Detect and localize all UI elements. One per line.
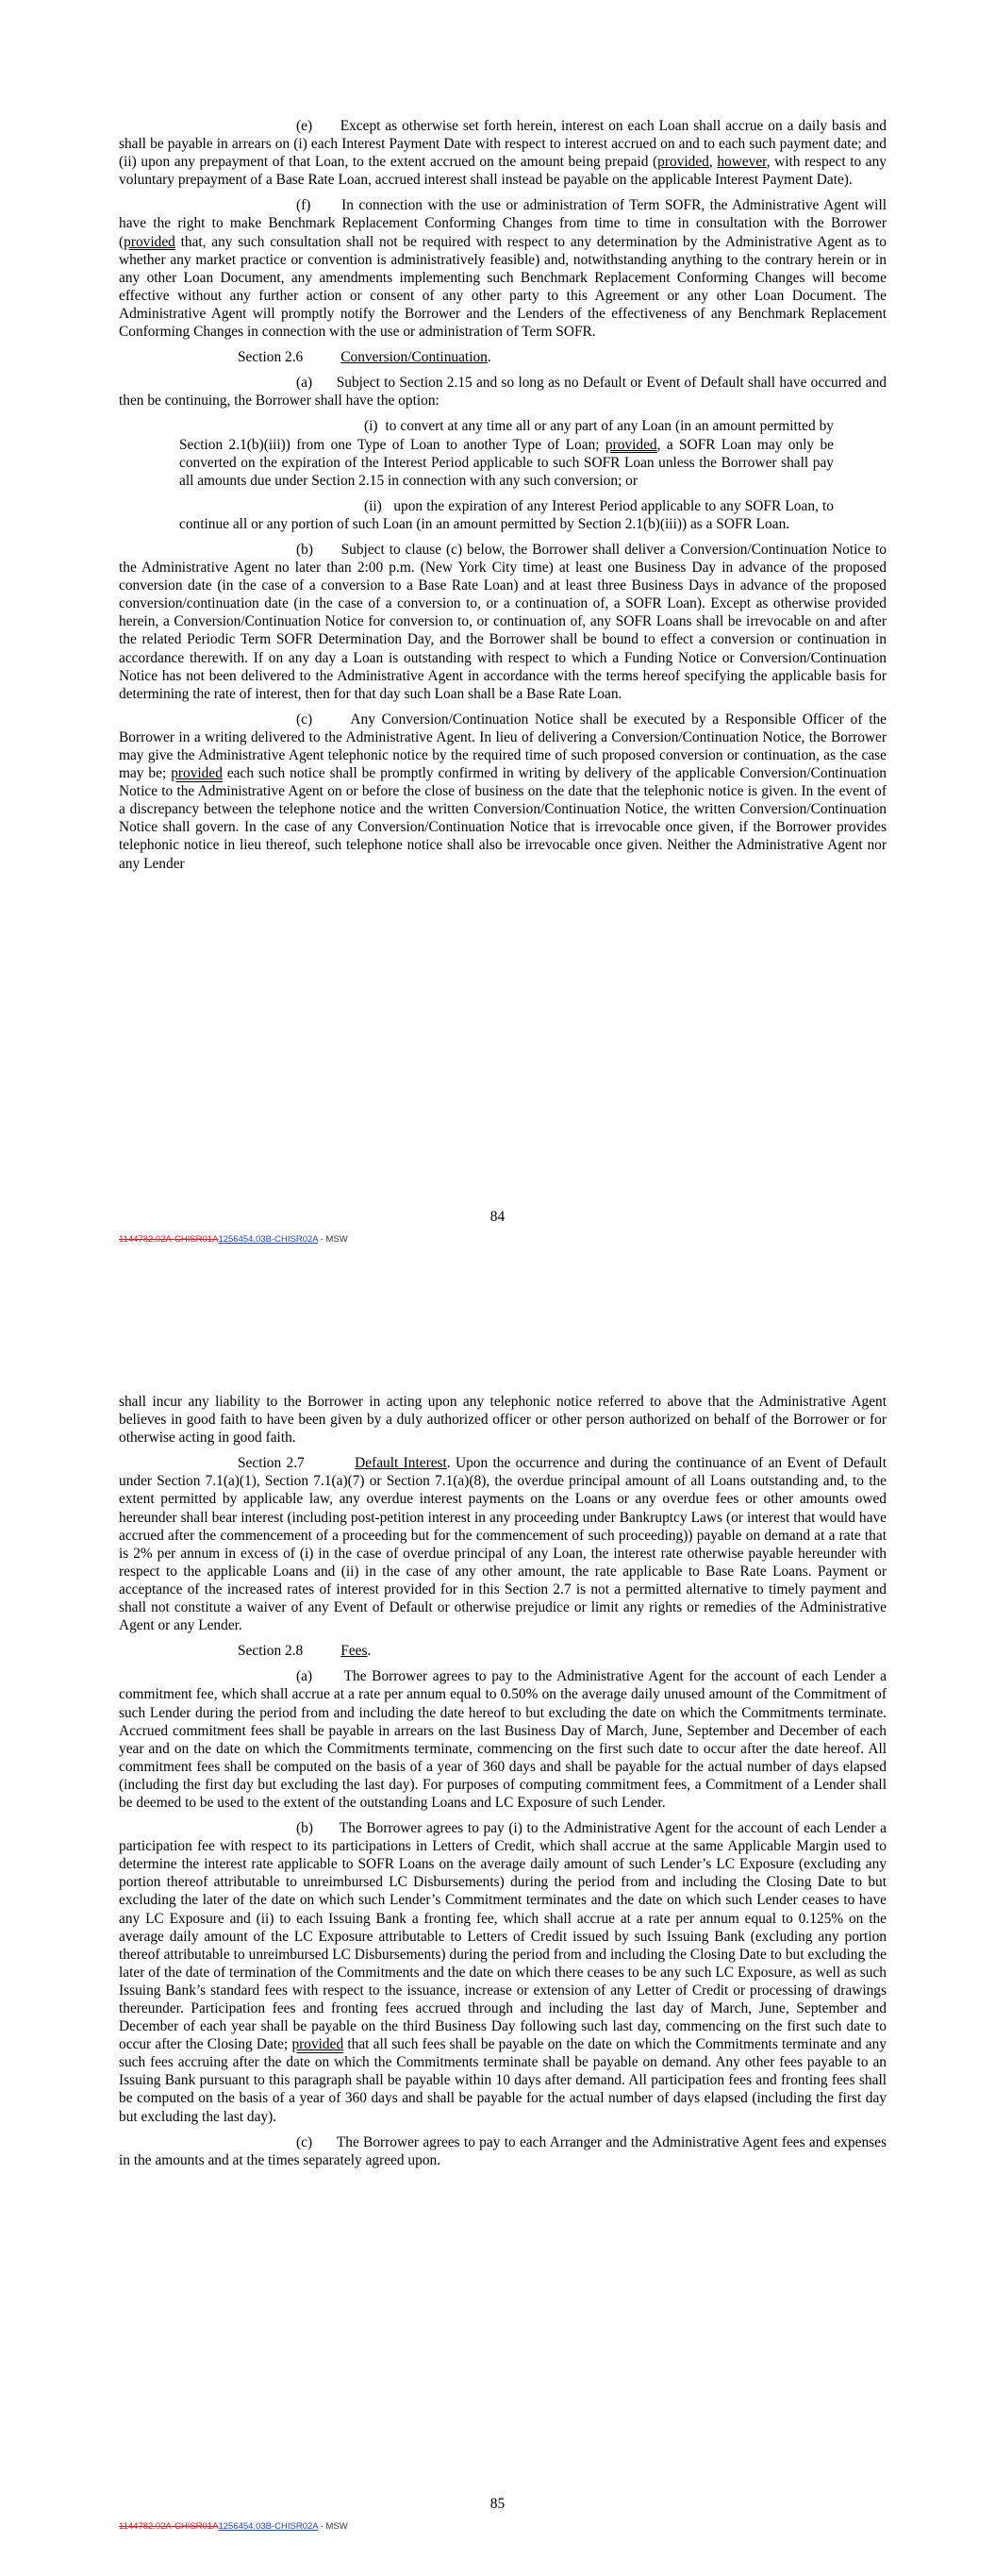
paragraph-text: shall incur any liability to the Borrower in acting upon any telephonic notice referred to above that the Administrative Agent believes in good faith to have been given by a duly authorized officer or other person authorized on behalf of the Borrower or for otherwise acting in good faith. <box>119 1394 887 1447</box>
paragraph-text: , <box>708 154 718 171</box>
clause-i <box>119 417 887 489</box>
clause-label: (i) <box>364 418 378 435</box>
clause-label: (ii) <box>364 497 382 514</box>
paragraph-label: (c) <box>296 2133 313 2150</box>
paragraph-text: The Borrower agrees to pay to the Administrative Agent for the account of each Lender a commitment fee, which shall accrue at a rate per annum equal to 0.50% on the average daily unused amount of the Commitment of such Lender during the period from and including the date hereof to but excluding the date on which the Commitments terminate. Accrued commitment fees shall be payable in arrears on the last Business Day of March, June, September and December of each year and on the date on which the Commitments terminate, commencing on the first such date to occur after the date hereof. All commitment fees shall be computed on the basis of a year of 360 days and shall be payable for the actual number of days elapsed (including the first day but excluding the last day). For purposes of computing commitment fees, a Commitment of a Lender shall be deemed to be used to the extent of the outstanding Loans and LC Exposure of such Lender. <box>119 1668 887 1811</box>
clause-text: , a SOFR Loan may only be converted on the expiration of the Interest Period applicable to such SOFR Loan unless the Borrower shall pay all amounts due under Section 2.15 in connection with any such conversion; or <box>179 436 835 489</box>
paragraph-text: The Borrower agrees to pay (i) to the Administrative Agent for the account of each Lender a participation fee with respect to its participations in Letters of Credit, which shall accrue at the same Applicable Margin used to determine the interest rate applicable to SOFR Loans on the average daily amount of such Lender’s LC Exposure (excluding any portion thereof attributable to unreimbursed LC Disbursements) during the period from and including the Closing Date to but excluding the later of the date on which such Lender’s Commitment terminates and the date on which such Lender ceases to have any LC Exposure and (ii) to each Issuing Bank a fronting fee, which shall accrue at a rate per annum equal to 0.125% on the average daily amount of the LC Exposure attributable to Letters of Credit issued by such Issuing Bank (excluding any portion thereof attributable to unreimbursed LC Disbursements) during the period from and including the Closing Date to but excluding the later of the date of termination of the Commitments and the date on which there ceases to be any such LC Exposure, as well as such Issuing Bank’s standard fees with respect to the issuance, increase or extension of any Letter of Credit or processing of drawings thereunder. Participation fees and fronting fees accrued through and including the last day of March, June, September and December of each year shall be payable on the third Business Day following such last day, commencing on the first such date to occur after the Closing Date; <box>119 1820 887 2053</box>
paragraph-c <box>119 2133 887 2169</box>
section-2-7 <box>119 1454 887 1634</box>
page-number: 84 <box>489 1209 506 1225</box>
clause-text: to convert at any time all or any part of any Loan (in an amount permitted by Section 2.1(b)(iii)) from one Type of Loan to another Type of Loan; <box>179 418 834 453</box>
paragraph-text: Any Conversion/Continuation Notice shall be executed by a Responsible Officer of the Borrower in a writing delivered to the Administrative Agent. In lieu of delivering a Conversion/Continuation Notice, the Borrower may give the Administrative Agent telephonic notice by the required time of such proposed conversion or continuation, as the case may be; <box>119 711 887 782</box>
document-footer <box>119 2521 348 2532</box>
defined-term-provided: provided <box>124 233 175 250</box>
footer-suffix: - MSW <box>318 1234 348 1245</box>
defined-term-provided: provided <box>605 436 657 453</box>
paragraph-b <box>119 1819 887 2126</box>
paragraph-c <box>119 711 887 873</box>
paragraph-label: (a) <box>296 1668 313 1685</box>
page-85 <box>0 1246 995 2576</box>
paragraph-text: , with respect to any voluntary prepayment of a Base Rate Loan, accrued interest shall instead be payable on the applicable Interest Payment Date). <box>119 154 887 189</box>
footer-deleted-id: 1144782.02A-CHISR01A <box>119 2521 219 2532</box>
defined-term-provided: provided <box>171 765 223 782</box>
paragraph-text: Except as otherwise set forth herein, interest on each Loan shall accrue on a daily basis and shall be payable in arrears on (i) each Interest Payment Date with respect to interest accrued on and to each such payment date; and (ii) upon any prepayment of that Loan, to the extent accrued on the amount being prepaid ( <box>119 118 887 171</box>
paragraph-continued <box>119 1393 887 1447</box>
page-85-body <box>119 1393 887 2177</box>
paragraph-label: (e) <box>296 118 313 134</box>
section-title: Fees <box>340 1643 368 1660</box>
section-number: Section 2.8 <box>238 1643 304 1660</box>
defined-term-provided: provided <box>291 2036 344 2053</box>
footer-deleted-id: 1144782.02A-CHISR01A <box>119 1234 219 1245</box>
section-title: Default Interest <box>355 1455 447 1472</box>
paragraph-text: In connection with the use or administration of Term SOFR, the Administrative Agent will have the right to make Benchmark Replacement Conforming Changes from time to time in consultation with the Borrower ( <box>119 197 887 250</box>
section-2-8-heading <box>119 1642 887 1660</box>
paragraph-f <box>119 196 887 341</box>
paragraph-text: Subject to Section 2.15 and so long as no Default or Event of Default shall have occurred and then be continuing, the Borrower shall have the option: <box>119 375 887 410</box>
paragraph-e <box>119 117 887 189</box>
paragraph-text: each such notice shall be promptly confirmed in writing by delivery of the applicable Conversion/Continuation Notice to the Administrative Agent on or before the close of business on the date that the telephonic notice is given. In the event of a discrepancy between the telephone notice and the written Conversion/Continuation Notice, the written Conversion/Continuation Notice shall govern. In the case of any Conversion/Continuation Notice that is irrevocable once given, if the Borrower provides telephonic notice in lieu thereof, such telephone notice shall also be irrevocable once given. Neither the Administrative Agent nor any Lender <box>119 765 887 872</box>
footer-inserted-id: 1256454.03B-CHISR02A <box>218 1234 319 1245</box>
paragraph-a <box>119 1667 887 1812</box>
section-2-6-heading <box>119 348 887 366</box>
paragraph-text: that, any such consultation shall not be required with respect to any determination by the Administrative Agent as to whether any market practice or convention is administratively feasible) and, notwithstanding anything to the contrary herein or in any other Loan Document, any amendments implementing such Benchmark Replacement Conforming Changes will become effective without any further action or consent of any other party to this Agreement or any other Loan Document. The Administrative Agent will promptly notify the Borrower and the Lenders of the effectiveness of any Benchmark Replacement Conforming Changes in connection with the use or administration of Term SOFR. <box>119 233 887 341</box>
defined-term-provided: provided <box>657 154 709 171</box>
section-number: Section 2.6 <box>238 349 304 366</box>
footer-suffix: - MSW <box>318 2521 348 2532</box>
paragraph-label: (c) <box>296 711 313 728</box>
paragraph-label: (b) <box>296 541 313 558</box>
section-text: . Upon the occurrence and during the continuance of an Event of Default under Section 7.1(a)(1), Section 7.1(a)(7) or Section 7.1(a)(8), the overdue principal amount of all Loans outstanding and, to the extent permitted by applicable law, any overdue interest payments on the Loans or any overdue fees or other amounts owed hereunder shall bear interest (including post-petition interest in any proceeding under Bankruptcy Laws (or interest that would have accrued after the commencement of a proceeding but for the commencement of such proceeding)) payable on demand at a rate that is 2% per annum in excess of (i) in the case of overdue principal of any Loan, the interest rate otherwise payable hereunder with respect to the applicable Loans and (ii) in the case of any other amount, the rate applicable to Base Rate Loans. Payment or acceptance of the increased rates of interest provided for in this Section 2.7 is not a permitted alternative to timely payment and shall not constitute a waiver of any Event of Default or otherwise prejudice or limit any rights or remedies of the Administrative Agent or any Lender. <box>119 1455 887 1634</box>
section-title-period: . <box>487 349 491 366</box>
paragraph-text: The Borrower agrees to pay to each Arranger and the Administrative Agent fees and expenses in the amounts and at the times separately agreed upon. <box>119 2133 887 2168</box>
paragraph-b <box>119 541 887 703</box>
paragraph-text: that all such fees shall be payable on the date on which the Commitments terminate and any such fees accruing after the date on which the Commitments terminate shall be payable on demand. Any other fees payable to an Issuing Bank pursuant to this paragraph shall be payable within 10 days after demand. All participation fees and fronting fees shall be computed on the basis of a year of 360 days and shall be payable for the actual number of days elapsed (including the first day but excluding the last day). <box>119 2036 887 2125</box>
clause-ii <box>119 497 887 533</box>
footer-inserted-id: 1256454.03B-CHISR02A <box>218 2521 319 2532</box>
clause-text: upon the expiration of any Interest Period applicable to any SOFR Loan, to continue all or any portion of such Loan (in an amount permitted by Section 2.1(b)(iii)) as a SOFR Loan. <box>179 497 834 532</box>
section-title: Conversion/Continuation <box>340 349 488 366</box>
page-number: 85 <box>489 2496 506 2512</box>
document-footer <box>119 1234 348 1245</box>
section-number: Section 2.7 <box>238 1455 305 1472</box>
paragraph-text: Subject to clause (c) below, the Borrower shall deliver a Conversion/Continuation Notice to the Administrative Agent no later than 2:00 p.m. (New York City time) at least one Business Day in advance of the proposed conversion date (in the case of a conversion to a Base Rate Loan) and at least three Business Days in advance of the proposed conversion/continuation date (in the case of a conversion to, or a continuation of, a SOFR Loan). Except as otherwise provided herein, a Conversion/Continuation Notice for conversion to, or continuation of, any SOFR Loans shall be irrevocable on and after the related Periodic Term SOFR Determination Day, and the Borrower shall be bound to effect a conversion or continuation in accordance therewith. If on any day a Loan is outstanding with respect to which a Funding Notice or Conversion/Continuation Notice has not been delivered to the Administrative Agent in accordance with the terms hereof specifying the applicable basis for determining the rate of interest, then for that day such Loan shall be a Base Rate Loan. <box>119 541 887 702</box>
paragraph-label: (f) <box>296 197 311 214</box>
page-84-body <box>119 117 887 880</box>
page-84 <box>0 0 995 1246</box>
defined-term-however: however <box>717 154 767 171</box>
paragraph-label: (b) <box>296 1820 313 1837</box>
paragraph-label: (a) <box>296 375 313 392</box>
section-title-period: . <box>367 1643 372 1660</box>
paragraph-a <box>119 374 887 410</box>
